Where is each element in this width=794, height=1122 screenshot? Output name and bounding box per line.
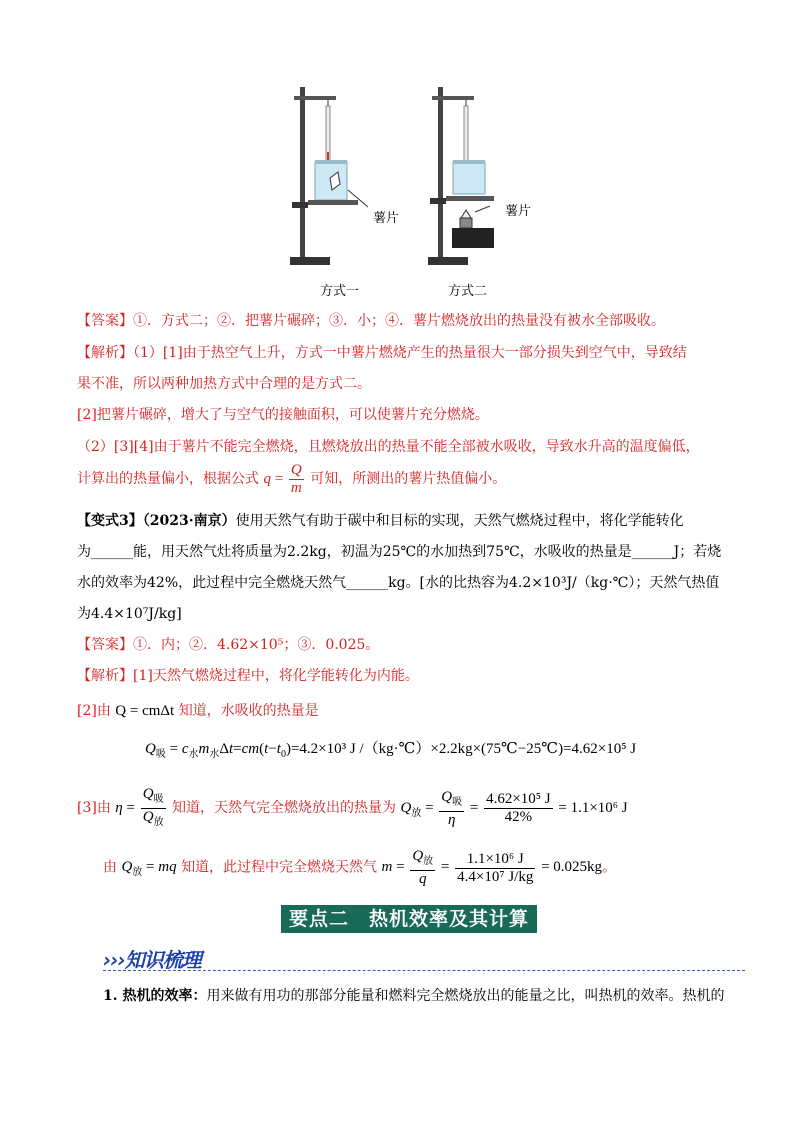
knowledge-header bbox=[103, 944, 201, 973]
analysis-3b-post: 可知，所测出的薯片热值偏小。 bbox=[310, 470, 507, 487]
section-banner: 要点二 热机效率及其计算 bbox=[281, 905, 537, 933]
heat-value-formula: q = $\frac{Q}{m}$ bbox=[263, 462, 302, 496]
chevrons-icon: ››› bbox=[103, 948, 125, 972]
equation-heat-absorbed: $Q_吸 = c_水m_水\Delta t=cm(t-t_0)=4.2\times 10^3$ J /（kg·℃）×2.2kg×(75℃−25℃)=4.62×10⁵ J bbox=[145, 741, 637, 760]
definition-line bbox=[103, 985, 725, 1007]
variant-3-line3: 水的效率为42%，此过程中完全燃烧天然气______kg。[水的比热容为4.2×10³J/（kg·℃）；天然气热值 bbox=[77, 575, 720, 591]
mass-den: 4.4×10⁷ J/kg bbox=[457, 868, 534, 885]
analysis-q2-3 bbox=[77, 786, 628, 831]
heat-released-result: = 1.1×10⁶ J bbox=[558, 799, 628, 816]
label-chip-left: 薯片 bbox=[373, 211, 400, 226]
analysis-q2-4-end: 。 bbox=[602, 859, 617, 876]
definition-title: 1. 热机的效率： bbox=[103, 988, 207, 1004]
answer-2: 【答案】①．内；②．4.62×10⁵；③．0.025。 bbox=[77, 637, 380, 653]
analysis-3b bbox=[77, 462, 506, 497]
equation-heat-result: =4.2×10³ J /（kg·℃）×2.2kg×(75℃−25℃)=4.62×10⁵ J bbox=[290, 741, 637, 757]
divider bbox=[103, 970, 745, 971]
variant-3-line2: 为______能，用天然气灶将质量为2.2kg，初温为25℃的水加热到75℃，水吸收的热量是______J；若烧 bbox=[77, 544, 722, 560]
analysis-q2-4-mid: 知道，此过程中完全燃烧天然气 bbox=[181, 859, 378, 876]
knowledge-title: 知识梳理 bbox=[124, 948, 201, 972]
analysis-q2-2-post: 知道，水吸收的热量是 bbox=[178, 703, 319, 719]
caption-method-1: 方式一 bbox=[320, 284, 360, 299]
heat-released-den: 42% bbox=[504, 809, 533, 825]
definition-text: 用来做有用功的那部分能量和燃料完全燃烧放出的能量之比，叫热机的效率。热机的 bbox=[206, 988, 725, 1004]
analysis-3a: （2）[3][4]由于薯片不能完全燃烧，且燃烧放出的热量不能全部被水吸收，导致水升高的温度偏低， bbox=[77, 439, 700, 455]
efficiency-formula: η = $\frac{Q_吸}{Q_放}$ bbox=[115, 786, 164, 828]
caption-method-2: 方式二 bbox=[448, 284, 488, 299]
answer-1: 【答案】①．方式二；②．把薯片碾碎；③．小；④．薯片燃烧放出的热量没有被水全部吸收。 bbox=[77, 313, 665, 329]
analysis-q2-4-pre: 由 bbox=[103, 859, 117, 876]
heat-released-num: 4.62×10⁵ J bbox=[486, 791, 551, 807]
experiment-figure bbox=[280, 82, 550, 302]
variant-3-line4: 为4.4×10⁷J/kg] bbox=[77, 606, 182, 622]
label-chip-right: 薯片 bbox=[505, 204, 532, 219]
analysis-q2-2-pre: [2]由 bbox=[77, 703, 111, 719]
analysis-q2-4 bbox=[103, 848, 616, 888]
apparatus-diagram bbox=[280, 82, 550, 272]
variant-tag: 【变式3】 bbox=[77, 513, 143, 529]
analysis-1b: 果不准，所以两种加热方式中合理的是方式二。 bbox=[77, 376, 371, 392]
analysis-2: [2]把薯片碾碎，增大了与空气的接触面积，可以使薯片充分燃烧。 bbox=[77, 407, 489, 423]
combustion-formula: $Q_放$ = mq bbox=[121, 859, 177, 879]
analysis-q2-2 bbox=[77, 700, 319, 722]
mass-num: 1.1×10⁶ J bbox=[455, 851, 535, 869]
variant-source: （2023·南京） bbox=[142, 513, 236, 529]
analysis-3b-pre: 计算出的热量偏小，根据公式 bbox=[77, 470, 259, 487]
analysis-1a: 【解析】（1）[1]由于热空气上升，方式一中薯片燃烧产生的热量很大一部分损失到空气中，导致结 bbox=[77, 345, 687, 361]
analysis-q2-3-pre: [3]由 bbox=[77, 799, 111, 816]
heat-formula: Q = cmΔt bbox=[115, 703, 175, 719]
analysis-q2-1: 【解析】[1]天然气燃烧过程中，将化学能转化为内能。 bbox=[77, 668, 419, 684]
mass-equation: m = $\frac{Q_放}{q}$ = $\frac{\text{1.1×10⁶ J}}{\text{4.4×10⁷ J/kg}}$ = 0.025kg bbox=[381, 848, 603, 887]
variant-text-1: 使用天然气有助于碳中和目标的实现，天然气燃烧过程中，将化学能转化 bbox=[235, 513, 684, 529]
mass-result: = 0.025kg bbox=[541, 859, 603, 876]
heat-released-equation: $Q_放$ = $\frac{Q_吸}{\eta}$ = $\frac{\text{4.62×10⁵ J}}{42\%}$ = 1.1×10⁶ J bbox=[400, 788, 628, 828]
variant-3-line1 bbox=[77, 510, 684, 532]
analysis-q2-3-mid: 知道，天然气完全燃烧放出的热量为 bbox=[172, 799, 397, 816]
